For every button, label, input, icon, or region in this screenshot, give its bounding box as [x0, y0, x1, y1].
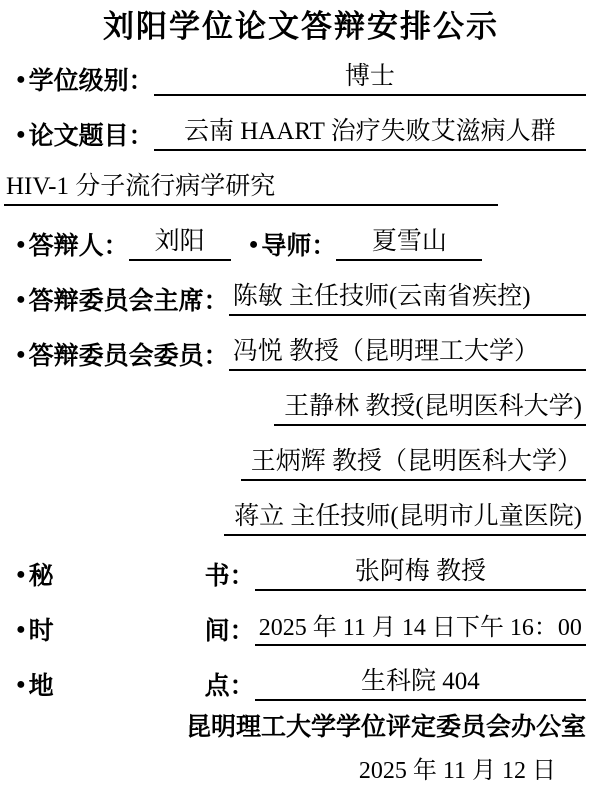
footer-office-signature: 昆明理工大学学位评定委员会办公室	[185, 712, 586, 741]
time-label	[29, 616, 255, 646]
venue-value: 生科院 404	[255, 666, 586, 701]
supervisor-label: 导师：	[261, 231, 337, 260]
secretary-label	[29, 561, 255, 591]
degree-label: 学位级别：	[28, 66, 154, 95]
thesis-title-value-line2: HIV-1 分子流行病学研究	[4, 171, 498, 206]
row-committee-members	[16, 316, 586, 371]
row-secretary	[16, 536, 586, 591]
secretary-label-first: 秘	[28, 561, 54, 590]
thesis-title-label: 论文题目：	[28, 121, 154, 150]
committee-member-4: 蒋立 主任技师(昆明市儿童医院)	[224, 501, 586, 536]
defender-label: 答辩人：	[28, 231, 129, 260]
committee-chair-value: 陈敏 主任技师(云南省疾控)	[229, 281, 586, 316]
row-time	[16, 591, 586, 646]
committee-member-3: 王炳辉 教授（昆明医科大学）	[241, 446, 586, 481]
footer-date: 2025 年 11 月 12 日	[358, 757, 556, 784]
supervisor-value: 夏雪山	[336, 226, 482, 261]
row-committee-chair	[16, 261, 586, 316]
secretary-value: 张阿梅 教授	[255, 556, 586, 591]
row-thesis-title	[16, 96, 586, 151]
time-value: 2025 年 11 月 14 日下午 16：00	[255, 613, 586, 646]
time-label-first: 时	[28, 616, 54, 645]
committee-member-2: 王静林 教授(昆明医科大学)	[274, 391, 586, 426]
row-thesis-title-continued	[6, 151, 586, 206]
thesis-title-value-line1: 云南 HAART 治疗失败艾滋病人群	[154, 116, 586, 151]
bullet-icon: ●	[16, 125, 26, 143]
bullet-icon: ●	[16, 70, 26, 88]
bullet-icon: ●	[16, 290, 26, 308]
bullet-icon: ●	[16, 345, 26, 363]
committee-chair-label: 答辩委员会主席：	[28, 286, 229, 315]
venue-label-first: 地	[28, 671, 54, 700]
venue-label	[29, 671, 255, 701]
committee-members-label: 答辩委员会委员：	[28, 341, 229, 370]
page-title: 刘阳学位论文答辩安排公示	[103, 9, 499, 44]
bullet-icon: ●	[16, 620, 26, 638]
secretary-label-last: 书：	[204, 561, 255, 590]
row-committee-member-4	[16, 481, 586, 536]
row-venue	[16, 646, 586, 701]
bullet-icon: ●	[16, 565, 26, 583]
row-committee-member-2	[16, 371, 586, 426]
bullet-icon: ●	[16, 675, 26, 693]
row-degree	[16, 47, 586, 96]
time-label-last: 间：	[204, 616, 255, 645]
bullet-icon: ●	[16, 235, 26, 253]
degree-value: 博士	[154, 61, 586, 96]
bullet-icon: ●	[248, 235, 259, 253]
row-committee-member-3	[16, 426, 586, 481]
committee-member-1: 冯悦 教授（昆明理工大学）	[229, 336, 586, 371]
venue-label-last: 点：	[204, 671, 255, 700]
defender-value: 刘阳	[129, 226, 231, 261]
row-defender-supervisor	[16, 206, 586, 261]
